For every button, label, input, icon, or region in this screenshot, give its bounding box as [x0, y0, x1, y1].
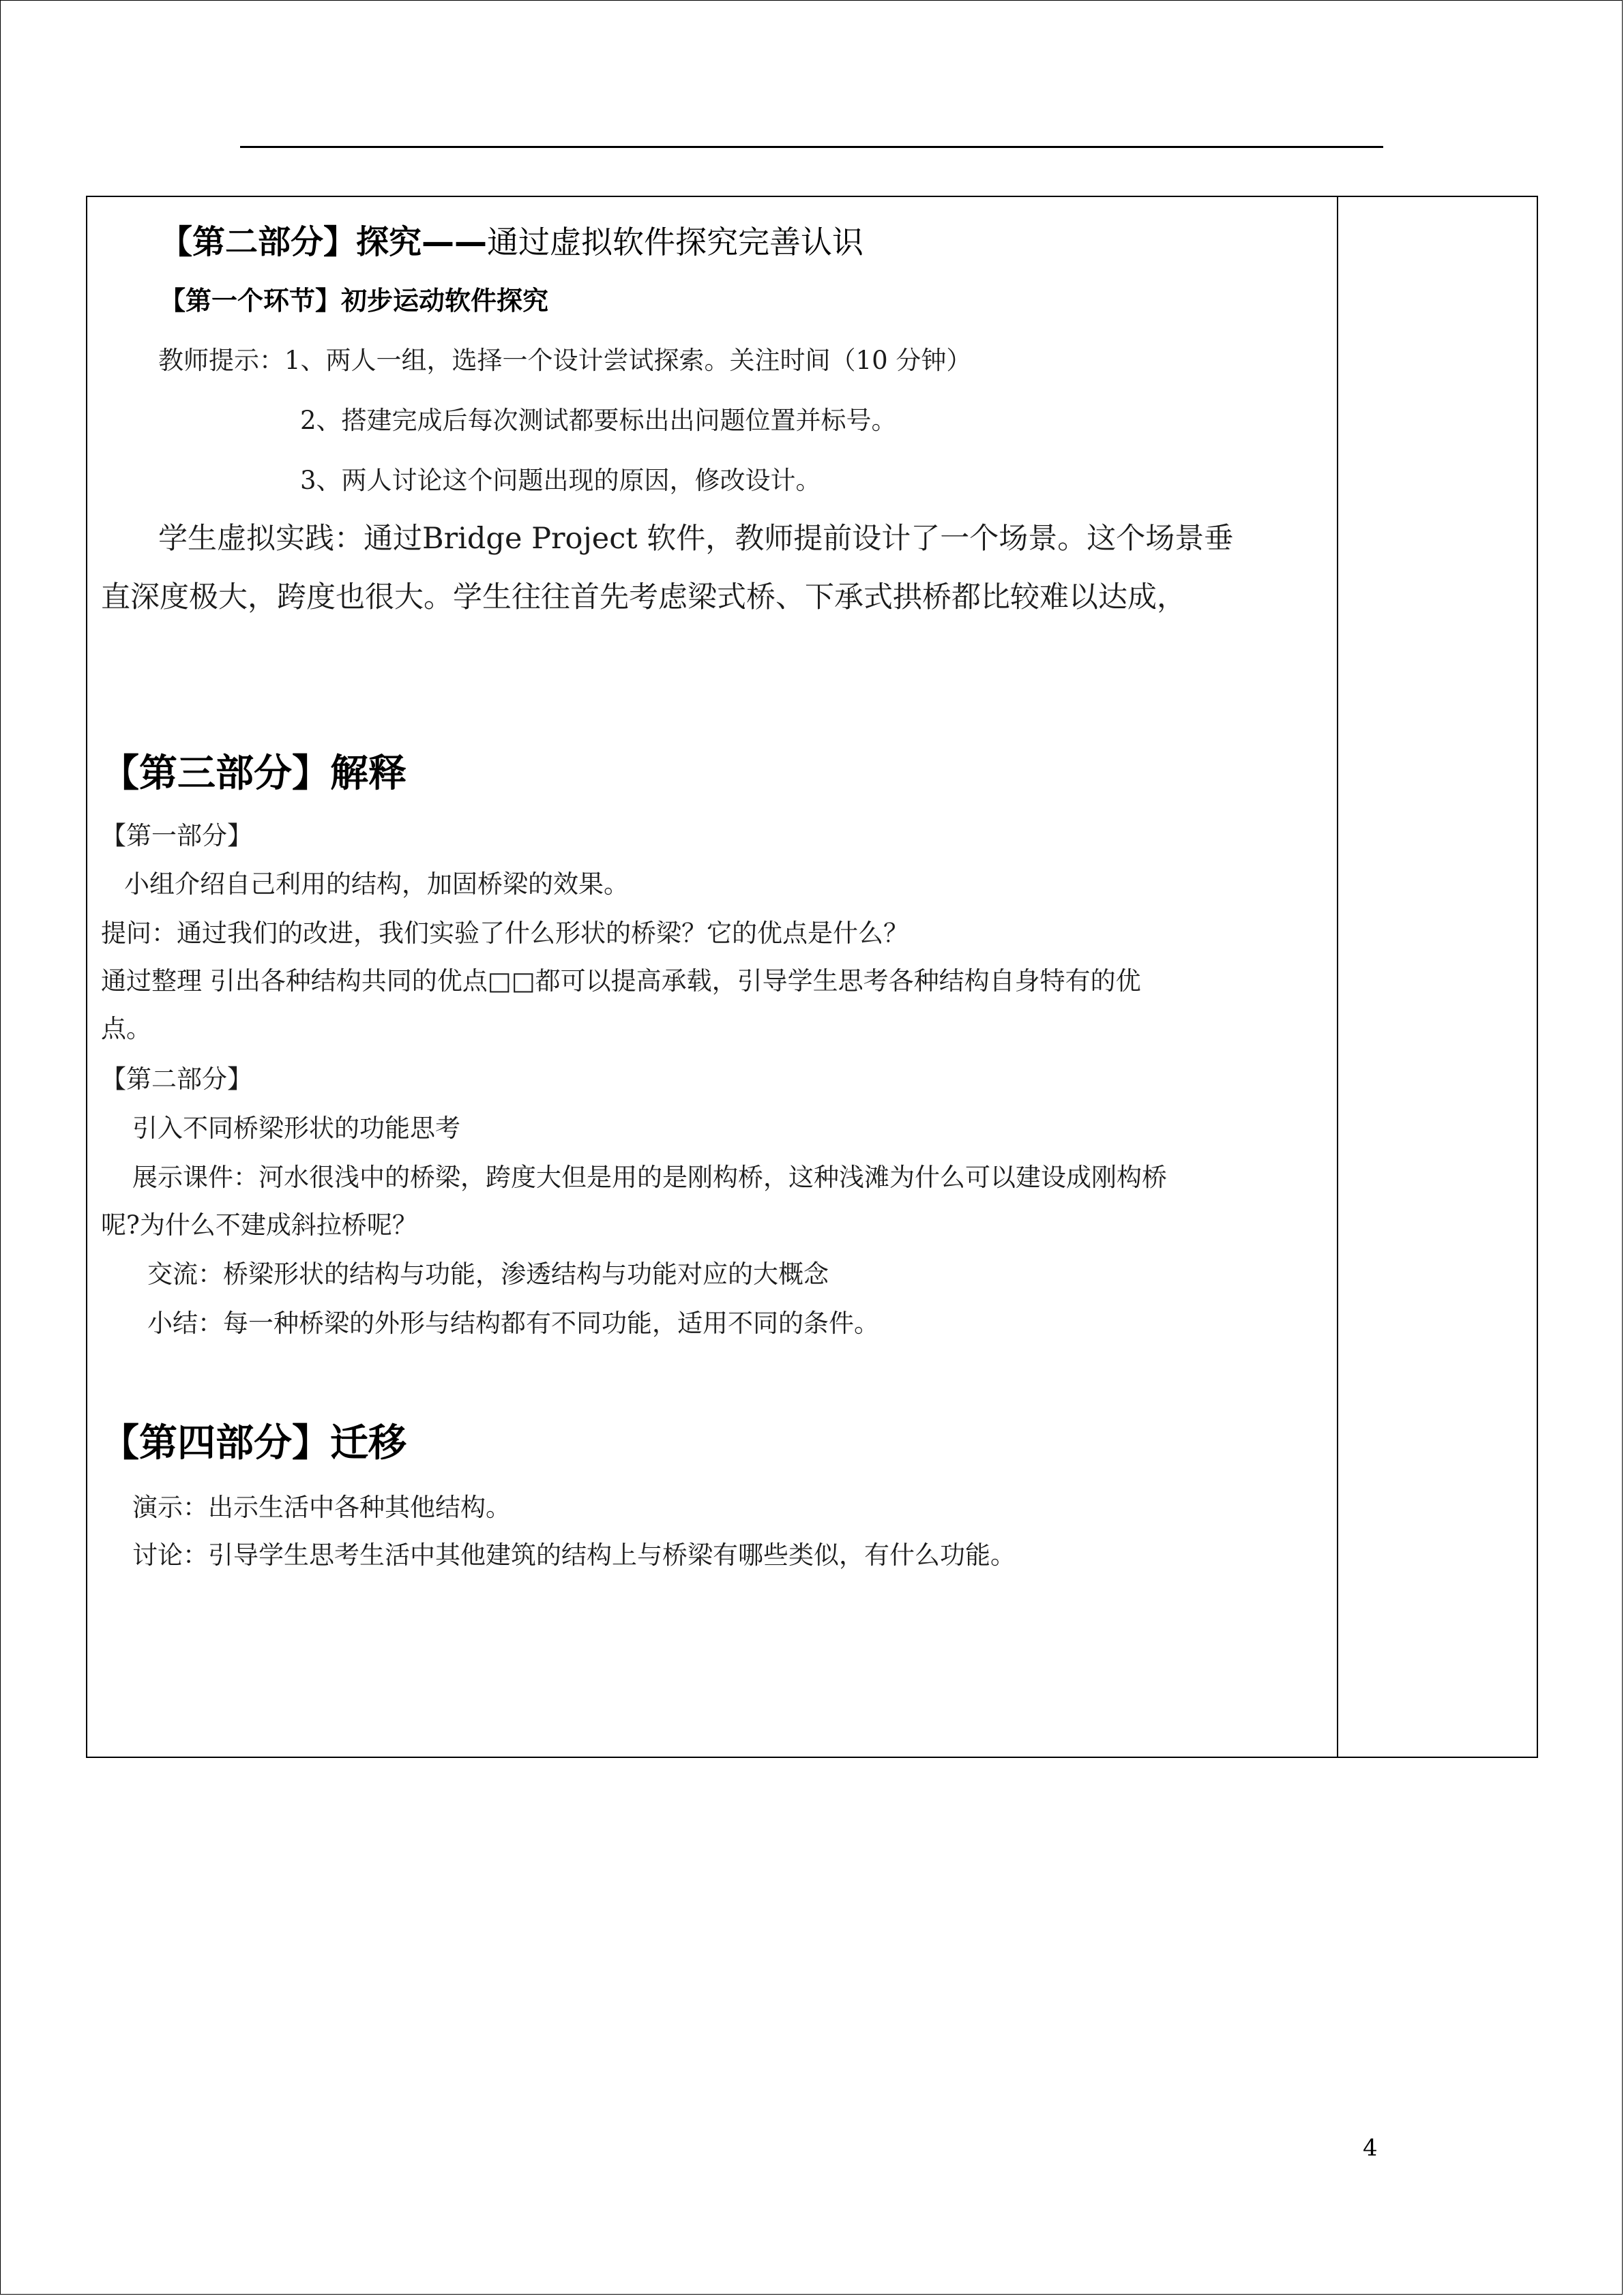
part3-line5: 引入不同桥梁形状的功能思考: [132, 1114, 460, 1143]
part2-title-bold: 【第二部分】探究——: [160, 223, 488, 261]
part3-line7: 呢?为什么不建成斜拉桥呢？: [101, 1210, 417, 1240]
part2-title: [160, 215, 863, 263]
part2-title-rest: 通过虚拟软件探究完善认识: [487, 224, 864, 260]
part4-line2: 讨论：引导学生思考生活中其他建筑的结构上与桥梁有哪些类似，有什么功能。: [132, 1540, 1016, 1570]
part2-step1-title: 【第一个环节】初步运动软件探究: [160, 286, 549, 316]
part3-line1: 小组介绍自己利用的结构，加固桥梁的效果。: [124, 869, 629, 899]
part3-line3: 通过整理 引出各种结构共同的优点□□都可以提高承载，引导学生思考各种结构自身特有的优: [101, 966, 1141, 996]
part3-sub1: 【第一部分】: [101, 821, 252, 850]
part3-line8: 交流：桥梁形状的结构与功能，渗透结构与功能对应的大概念: [147, 1259, 829, 1289]
page-number: 4: [1363, 2134, 1378, 2162]
part4-line1: 演示：出示生活中各种其他结构。: [132, 1493, 511, 1522]
table-column-divider: [1337, 196, 1338, 1758]
part3-title: 【第三部分】解释: [101, 751, 407, 796]
practice-line-1: 学生虚拟实践：通过Bridge Project 软件，教师提前设计了一个场景。这个场景垂: [158, 522, 1234, 556]
part3-line2: 提问：通过我们的改进，我们实验了什么形状的桥梁？它的优点是什么？: [101, 919, 909, 948]
teacher-hint-1: 教师提示：1、两人一组，选择一个设计尝试探索。关注时间（10 分钟）: [158, 346, 972, 375]
header-rule: [240, 146, 1383, 148]
part3-sub2: 【第二部分】: [101, 1064, 252, 1094]
practice-line-2: 直深度极大，跨度也很大。学生往往首先考虑梁式桥、下承式拱桥都比较难以达成，: [101, 580, 1186, 614]
part3-line4: 点。: [101, 1014, 151, 1043]
part3-line9: 小结：每一种桥梁的外形与结构都有不同功能，适用不同的条件。: [147, 1309, 879, 1338]
teacher-hint-3: 3、两人讨论这个问题出现的原因，修改设计。: [300, 466, 821, 495]
teacher-hint-2: 2、搭建完成后每次测试都要标出出问题位置并标号。: [300, 406, 897, 435]
part4-title: 【第四部分】迁移: [101, 1421, 407, 1465]
part3-line6: 展示课件：河水很浅中的桥梁，跨度大但是用的是刚构桥，这种浅滩为什么可以建设成刚构桥: [132, 1163, 1167, 1192]
